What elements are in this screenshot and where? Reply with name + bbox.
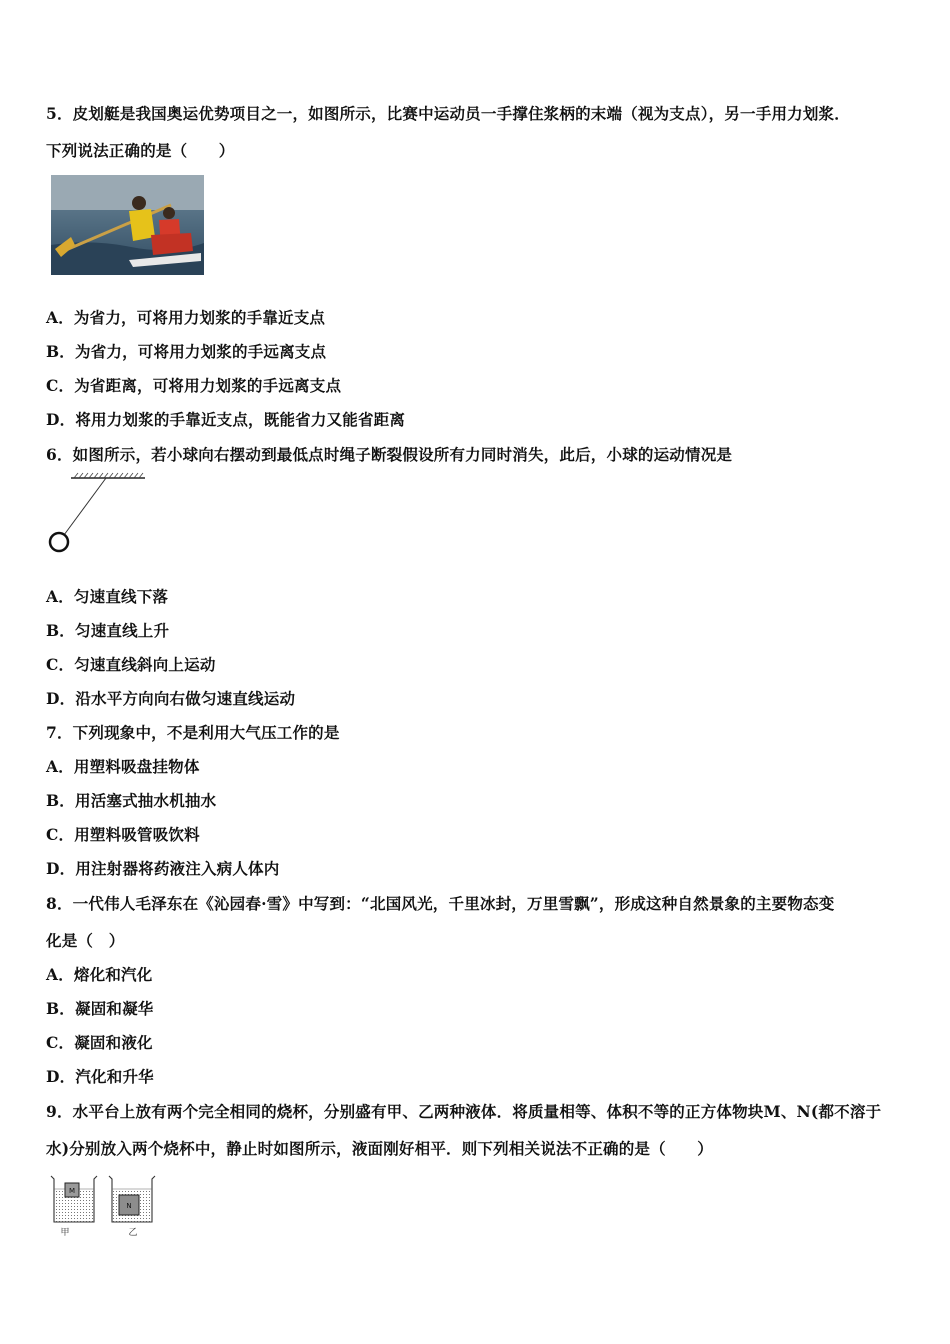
q6-option-b: B．匀速直线上升: [46, 621, 170, 640]
q5-option-d: D．将用力划浆的手靠近支点，既能省力又能省距离: [46, 410, 406, 429]
kayak-photo: [51, 175, 204, 275]
q9-stem-line-2: 水)分别放入两个烧杯中，静止时如图所示，液面刚好相平．则下列相关说法不正确的是（ ）: [46, 1139, 713, 1158]
q6-option-a: A．匀速直线下落: [46, 587, 169, 606]
q8-option-c: C．凝固和液化: [46, 1033, 153, 1052]
q5-option-b: B．为省力，可将用力划浆的手远离支点: [46, 342, 327, 361]
beaker-left-label: 甲: [60, 1228, 70, 1238]
beaker-right-label: 乙: [128, 1228, 138, 1238]
q6-stem-line-1: 6．如图所示，若小球向右摆动到最低点时绳子断裂假设所有力同时消失，此后，小球的运动情况是: [46, 445, 733, 464]
q5-stem-line-2: 下列说法正确的是（ ）: [46, 141, 235, 160]
q5-option-a: A．为省力，可将用力划浆的手靠近支点: [46, 308, 326, 327]
block-n-label: N: [126, 1202, 132, 1210]
beaker-left: [51, 1176, 97, 1238]
q7-option-c: C．用塑料吸管吸饮料: [46, 825, 200, 844]
pendulum-diagram: [44, 472, 150, 557]
q7-option-a: A．用塑料吸盘挂物体: [46, 757, 200, 776]
q9-stem-line-1: 9．水平台上放有两个完全相同的烧杯，分别盛有甲、乙两种液体．将质量相等、体积不等的正方体物块M、N(都不溶于: [46, 1102, 882, 1121]
q7-option-d: D．用注射器将药液注入病人体内: [46, 859, 280, 878]
q7-stem-line-1: 7．下列现象中，不是利用大气压工作的是: [46, 723, 340, 742]
q7-option-b: B．用活塞式抽水机抽水: [46, 791, 217, 810]
q5-stem-line-1: 5．皮划艇是我国奥运优势项目之一，如图所示，比赛中运动员一手撑住浆柄的末端（视为支点），另一手用力划浆．: [46, 104, 850, 123]
q8-option-a: A．熔化和汽化: [46, 965, 153, 984]
ball-icon: [50, 533, 68, 551]
q8-stem-line-2: 化是（ ）: [46, 931, 125, 950]
block-m-label: M: [68, 1187, 76, 1195]
q6-option-d: D．沿水平方向向右做匀速直线运动: [46, 689, 296, 708]
beaker-right: [109, 1176, 155, 1238]
q8-stem-line-1: 8．一代伟人毛泽东在《沁园春·雪》中写到：“北国风光，千里冰封，万里雪飘”，形成这种自然景象的主要物态变: [46, 894, 835, 913]
q8-option-d: D．汽化和升华: [46, 1067, 154, 1086]
q6-option-c: C．匀速直线斜向上运动: [46, 655, 216, 674]
beakers-diagram: [46, 1172, 160, 1238]
q5-option-c: C．为省距离，可将用力划浆的手远离支点: [46, 376, 342, 395]
q8-option-b: B．凝固和凝华: [46, 999, 154, 1018]
